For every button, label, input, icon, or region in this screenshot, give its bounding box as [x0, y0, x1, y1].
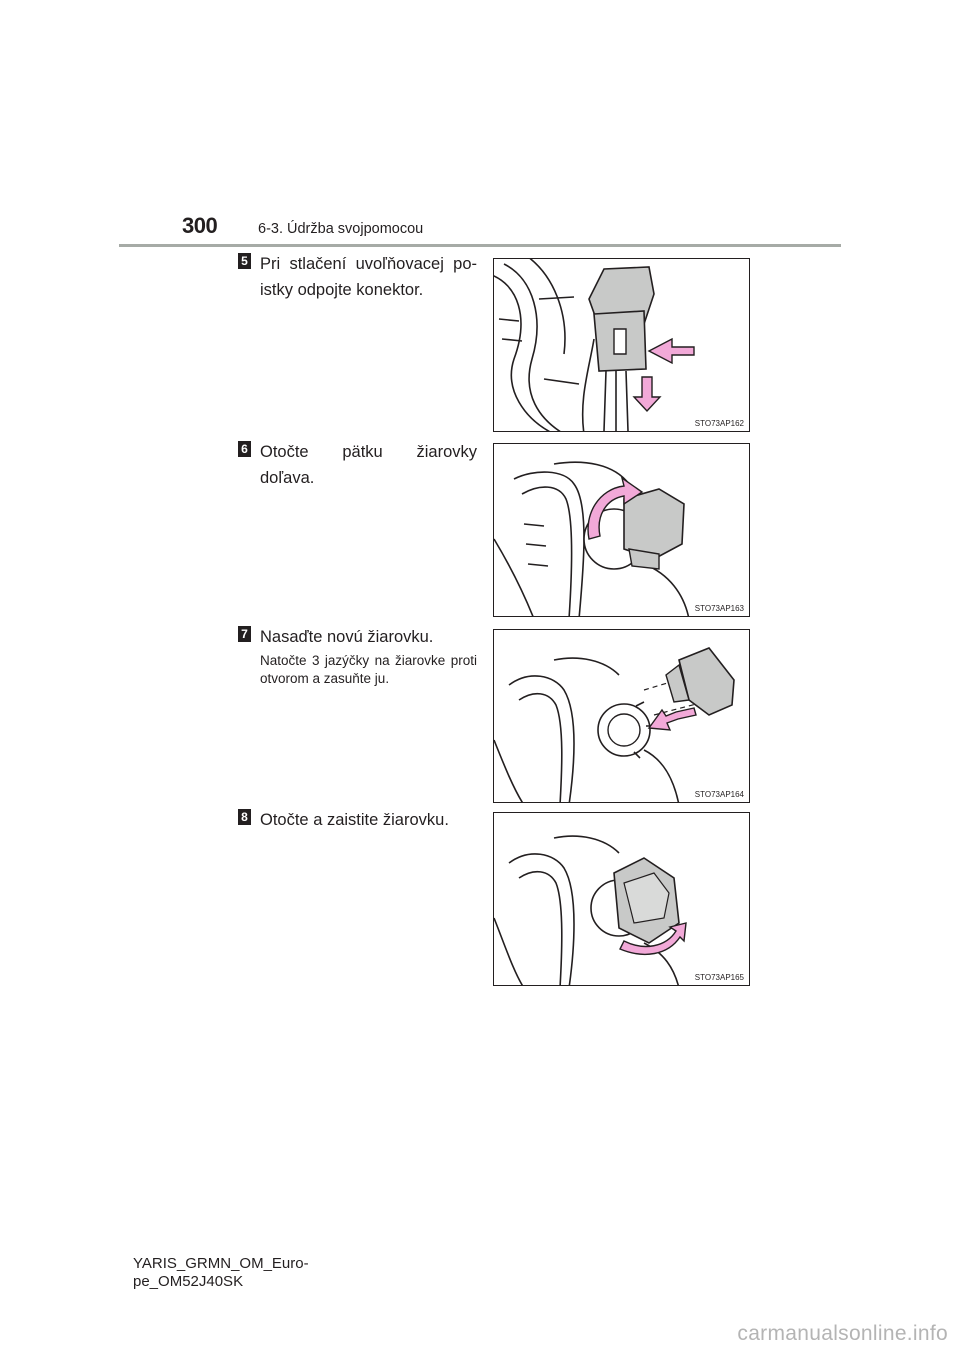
- watermark: carmanualsonline.info: [737, 1322, 948, 1345]
- figure-lock-bulb: [493, 812, 750, 986]
- figure-disconnect-connector: [493, 258, 750, 432]
- figure-turn-bulb-base: [493, 443, 750, 617]
- document-code-line-1: YARIS_GRMN_OM_Euro-: [133, 1255, 309, 1272]
- header-rule: [119, 244, 841, 247]
- step-5-text: Pri stlačení uvoľňovacej po-istky odpojte konektor.: [260, 255, 477, 299]
- figure-code: STO73AP163: [694, 604, 744, 613]
- step-6-text: Otočte pätku žiarovky doľava.: [260, 443, 477, 487]
- figure-code: STO73AP162: [694, 419, 744, 428]
- document-code: [133, 1255, 309, 1291]
- document-code-line-2: pe_OM52J40SK: [133, 1273, 244, 1290]
- step-number-7: 7: [238, 626, 251, 642]
- step-number-5: 5: [238, 253, 251, 269]
- step-8-text: Otočte a zaistite žiarovku.: [260, 811, 449, 829]
- step-number-6: 6: [238, 441, 251, 457]
- step-7-text: Nasaďte novú žiarovku.: [260, 628, 434, 646]
- connector-release-illustration: [494, 259, 749, 431]
- step-number-8: 8: [238, 809, 251, 825]
- figure-code: STO73AP164: [694, 790, 744, 799]
- lock-bulb-illustration: [494, 813, 749, 985]
- figure-code: STO73AP165: [694, 973, 744, 982]
- step-7-note: Natočte 3 jazýčky na žiarovke proti otvorom a zasuňte ju.: [260, 653, 477, 686]
- page-number: 300: [182, 213, 218, 238]
- insert-bulb-illustration: [494, 630, 749, 802]
- figure-insert-new-bulb: [493, 629, 750, 803]
- bulb-base-rotate-illustration: [494, 444, 749, 616]
- section-title: 6-3. Údržba svojpomocou: [258, 221, 424, 237]
